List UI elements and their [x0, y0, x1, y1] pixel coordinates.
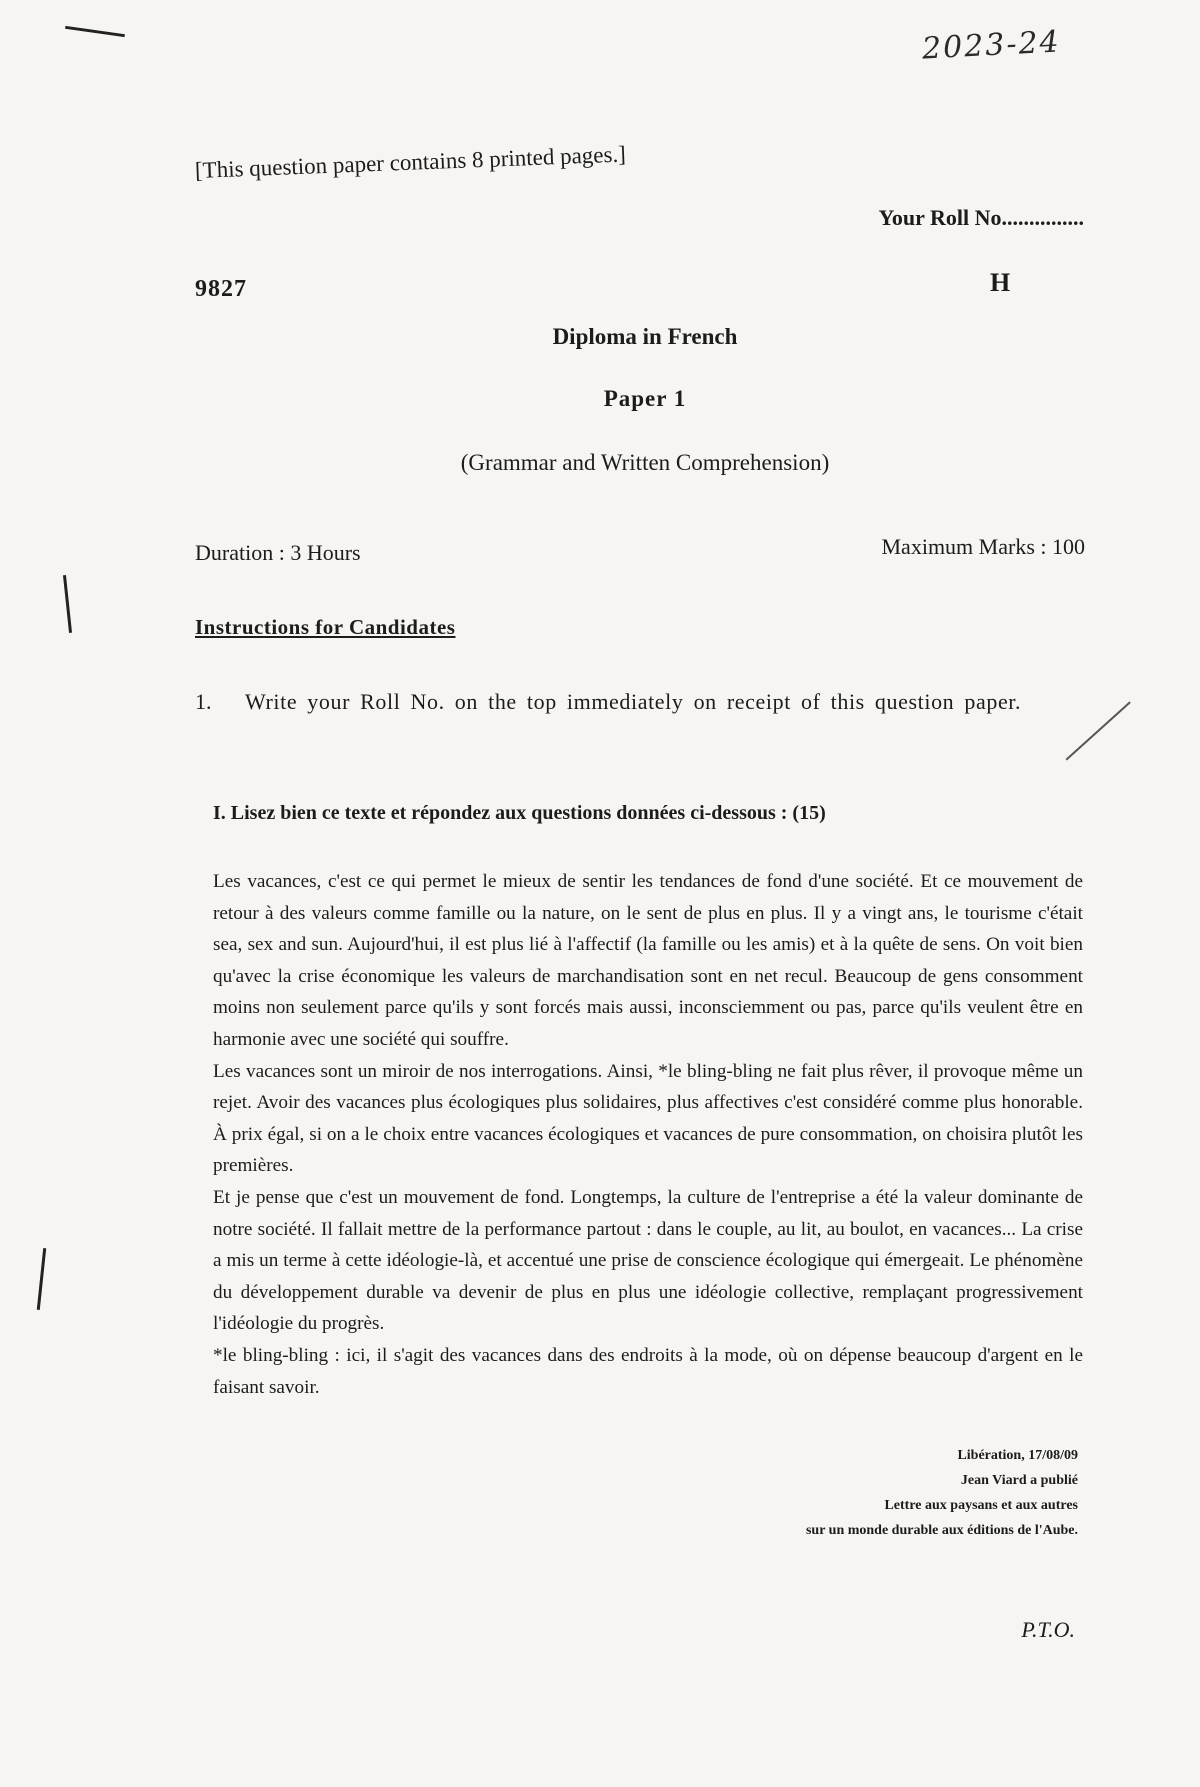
- please-turn-over: P.T.O.: [1021, 1617, 1075, 1642]
- passage-paragraph: Les vacances sont un miroir de nos interrogations. Ainsi, *le bling-bling ne fait plus rêver, il provoque même un rejet. Avoir des vacances plus écologiques plus solidaires, plus affectives c'est considéré comme plus honorable. À prix égal, si on a le choix entre vacances écologiques et vacances de pure consommation, on choisira plutôt les premières.: [213, 1060, 1083, 1177]
- source-line: sur un monde durable aux éditions de l'Aube.: [805, 1523, 1078, 1538]
- source-line: Lettre aux paysans et aux autres: [884, 1498, 1078, 1513]
- paper-title: Paper 1: [603, 386, 687, 411]
- instructions-heading: Instructions for Candidates: [195, 615, 456, 639]
- maximum-marks: Maximum Marks : 100: [881, 534, 1085, 559]
- course-title: Diploma in French: [552, 324, 738, 349]
- duration: Duration : 3 Hours: [195, 540, 361, 565]
- instructions-list: [195, 682, 1090, 722]
- instruction-text: Write your Roll No. on the top immediately on receipt of this question paper.: [245, 689, 1022, 714]
- pages-note: [This question paper contains 8 printed pages.]: [194, 141, 627, 183]
- instruction-number: 1.: [195, 689, 212, 714]
- section-heading: I. Lisez bien ce texte et répondez aux questions données ci-dessous : (15): [213, 802, 826, 824]
- passage-paragraph: Les vacances, c'est ce qui permet le mieux de sentir les tendances de fond d'une société. Et ce mouvement de retour à des valeurs comme famille ou la nature, on le sent de plus en plus. Il y a vingt ans, le tourisme c'était sea, sex and sun. Aujourd'hui, il est plus lié à l'affectif (la famille ou les amis) et à la quête de sens. On voit bien qu'avec la crise économique les valeurs de marchandisation sont en net recul. Beaucoup de gens consomment moins non seulement parce qu'ils y sont forcés mais aussi, inconsciemment ou pas, parce qu'ils veulent être en harmonie avec une société qui souffre.: [213, 871, 1083, 1050]
- passage-footnote: *le bling-bling : ici, il s'agit des vacances dans des endroits à la mode, où on dépense beaucoup d'argent en le faisant savoir.: [213, 1344, 1083, 1398]
- source-line: Libération, 17/08/09: [957, 1448, 1078, 1463]
- set-letter: H: [990, 268, 1011, 297]
- comprehension-passage: [213, 866, 1083, 1403]
- pen-mark-top-left: [65, 26, 125, 37]
- pen-mark-margin-1: [63, 575, 72, 633]
- pen-mark-margin-2: [37, 1248, 46, 1310]
- instruction-item: [195, 682, 1090, 722]
- passage-source: [806, 1443, 1078, 1543]
- paper-subtitle: (Grammar and Written Comprehension): [460, 450, 830, 475]
- roll-number-field: Your Roll No...............: [878, 205, 1084, 230]
- passage-paragraph: Et je pense que c'est un mouvement de fond. Longtemps, la culture de l'entreprise a été la valeur dominante de notre société. Il fallait mettre de la performance partout : dans le couple, au lit, au boulot, en vacances... La crise a mis un terme à cette idéologie-là, et accentué une prise de conscience écologique qui émergeait. Le phénomène du développement durable va devenir de plus en plus une idéologie collective, remplaçant progressivement l'idéologie du progrès.: [213, 1186, 1083, 1335]
- academic-year-handwritten: 2023-24: [921, 24, 1062, 67]
- paper-code: 9827: [195, 276, 247, 302]
- source-line: Jean Viard a publié: [960, 1473, 1078, 1488]
